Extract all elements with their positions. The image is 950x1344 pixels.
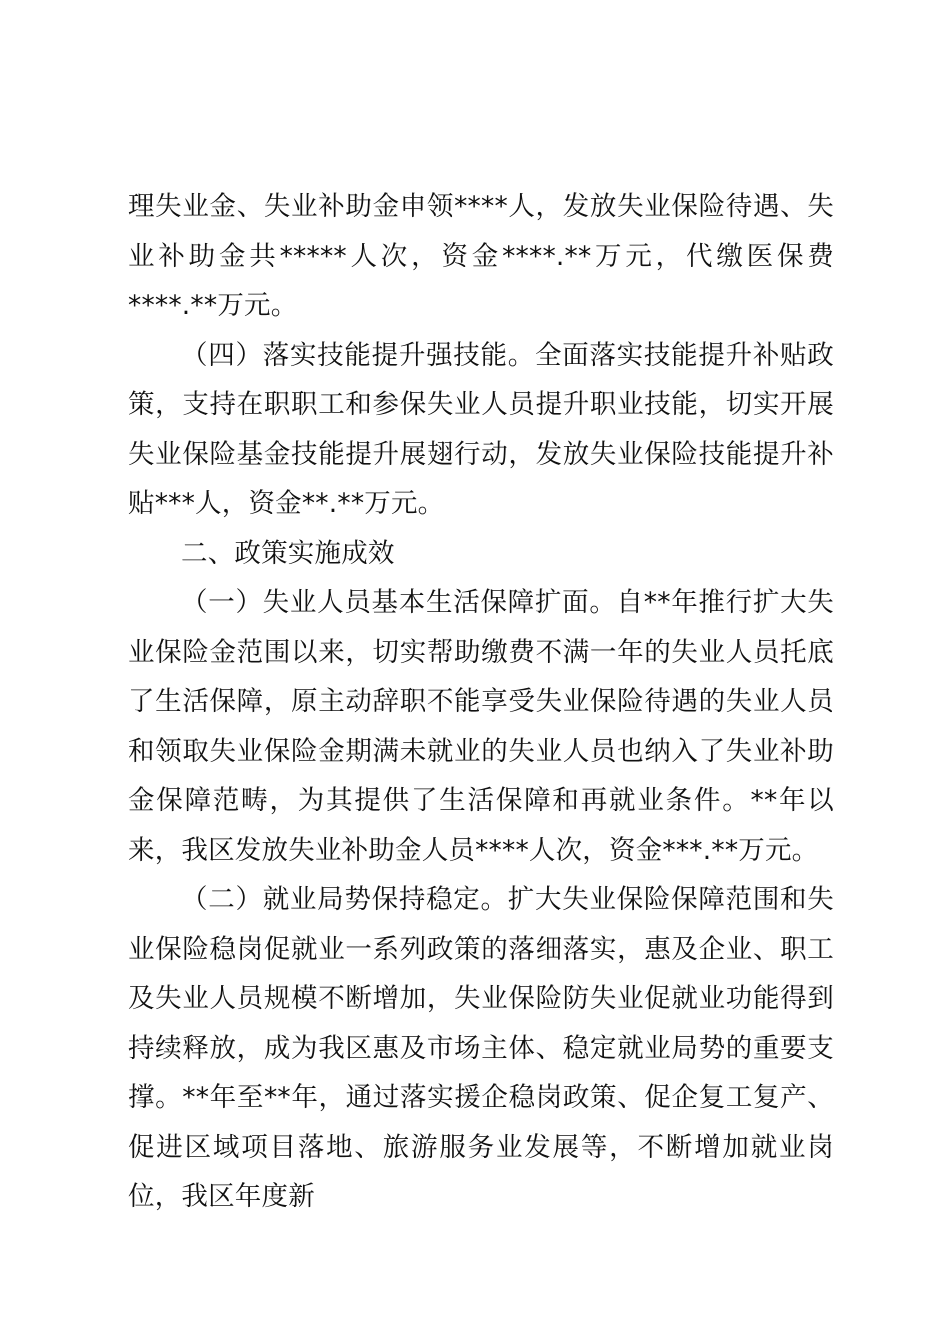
paragraph-continuation: 理失业金、失业补助金申领****人，发放失业保险待遇、失业补助金共*****人次，资金****.**万元，代缴医保费****.**万元。 [128, 191, 834, 321]
section-heading: 二、政策实施成效 [181, 537, 395, 569]
paragraph-section-4: （四）落实技能提升强技能。全面落实技能提升补贴政策，支持在职职工和参保失业人员提升职业技能，切实开展失业保险基金技能提升展翅行动，发放失业保险技能提升补贴***人，资金**.**万元。 [128, 339, 834, 519]
paragraph-effect-2: （二）就业局势保持稳定。扩大失业保险保障范围和失业保险稳岗促就业一系列政策的落细落实，惠及企业、职工及失业人员规模不断增加，失业保险防失业促就业功能得到持续释放，成为我区惠及市场主体、稳定就业局势的重要支撑。**年至**年，通过落实援企稳岗政策、促企复工复产、促进区域项目落地、旅游服务业发展等，不断增加就业岗位，我区年度新 [128, 884, 834, 1212]
body-text [128, 182, 834, 1222]
paragraph-effect-1: （一）失业人员基本生活保障扩面。自**年推行扩大失业保险金范围以来，切实帮助缴费不满一年的失业人员托底了生活保障，原主动辞职不能享受失业保险待遇的失业人员和领取失业保险金期满未就业的失业人员也纳入了失业补助金保障范畴，为其提供了生活保障和再就业条件。**年以来，我区发放失业补助金人员****人次，资金***.**万元。 [128, 587, 834, 866]
